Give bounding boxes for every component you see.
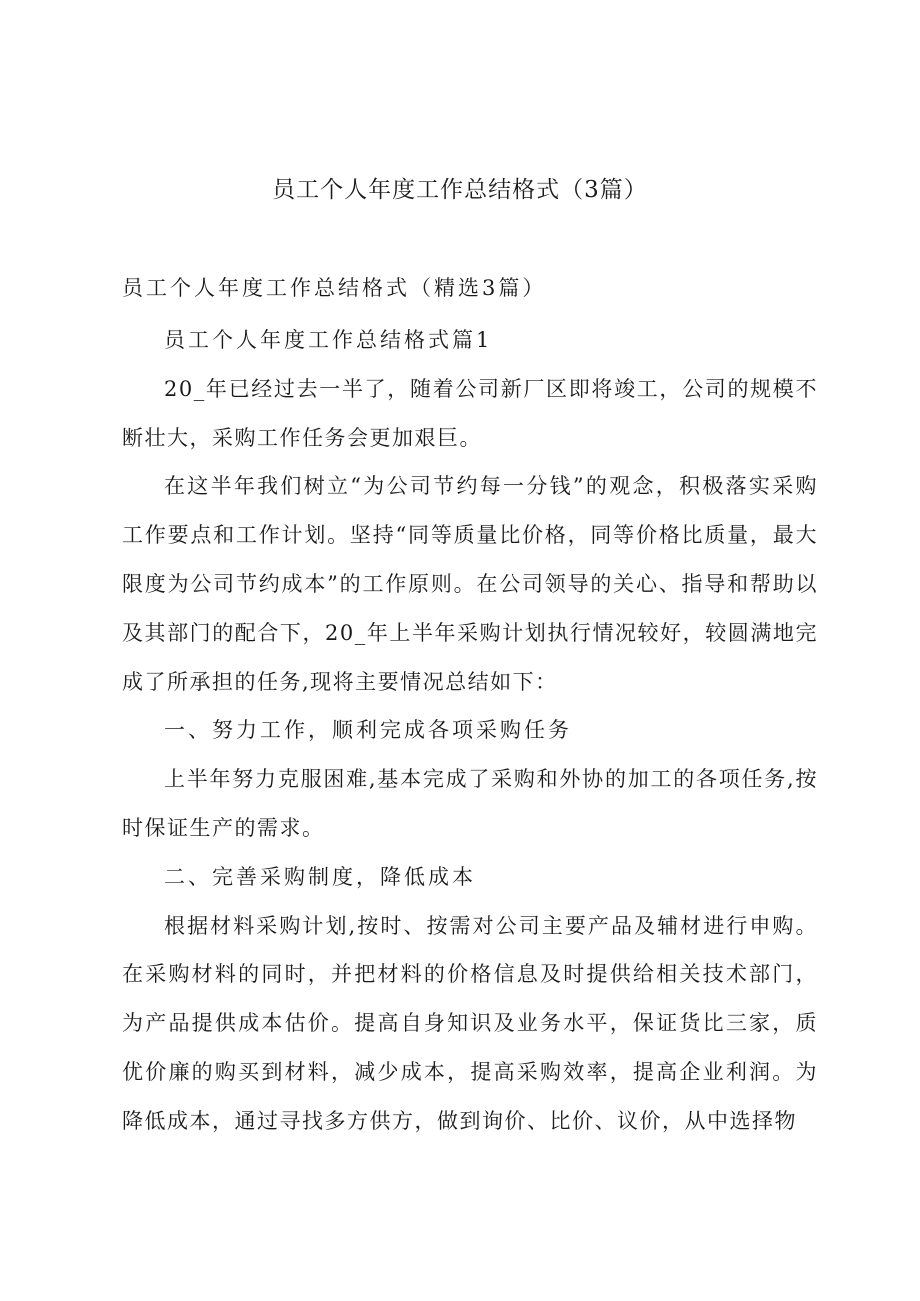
paragraph-section-1: 上半年努力克服困难,基本完成了采购和外协的加工的各项任务,按时保证生产的需求。 bbox=[122, 767, 818, 840]
document-subtitle: 员工个人年度工作总结格式（精选3篇） bbox=[122, 276, 547, 300]
paragraph-intro: 20_年已经过去一半了，随着公司新厂区即将竣工，公司的规模不断壮大，采购工作任务会更加艰巨。 bbox=[122, 376, 818, 450]
document-title: 员工个人年度工作总结格式（3篇） bbox=[272, 177, 648, 203]
section-heading-2: 二、完善采购制度，降低成本 bbox=[164, 864, 476, 889]
paragraph-overview: 在这半年我们树立“为公司节约每一分钱”的观念，积极落实采购工作要点和工作计划。坚持“同等质量比价格，同等价格比质量，最大限度为公司节约成本”的工作原则。在公司领导的关心、指导和帮助以及其部门的配合下，20_年上半年采购计划执行情况较好，较圆满地完成了所承担的任务,现将主要情况总结如下： bbox=[122, 474, 818, 694]
document-body bbox=[122, 316, 818, 1146]
section-heading-part-1: 员工个人年度工作总结格式篇1 bbox=[164, 328, 493, 352]
section-heading-1: 一、努力工作，顺利完成各项采购任务 bbox=[164, 718, 572, 743]
paragraph-section-2: 根据材料采购计划,按时、按需对公司主要产品及辅材进行申购。在采购材料的同时，并把材料的价格信息及时提供给相关技术部门，为产品提供成本估价。提高自身知识及业务水平，保证货比三家，质优价廉的购买到材料，减少成本，提高采购效率，提高企业利润。为降低成本，通过寻找多方供方，做到询价、比价、议价，从中选择物 bbox=[122, 913, 818, 1133]
